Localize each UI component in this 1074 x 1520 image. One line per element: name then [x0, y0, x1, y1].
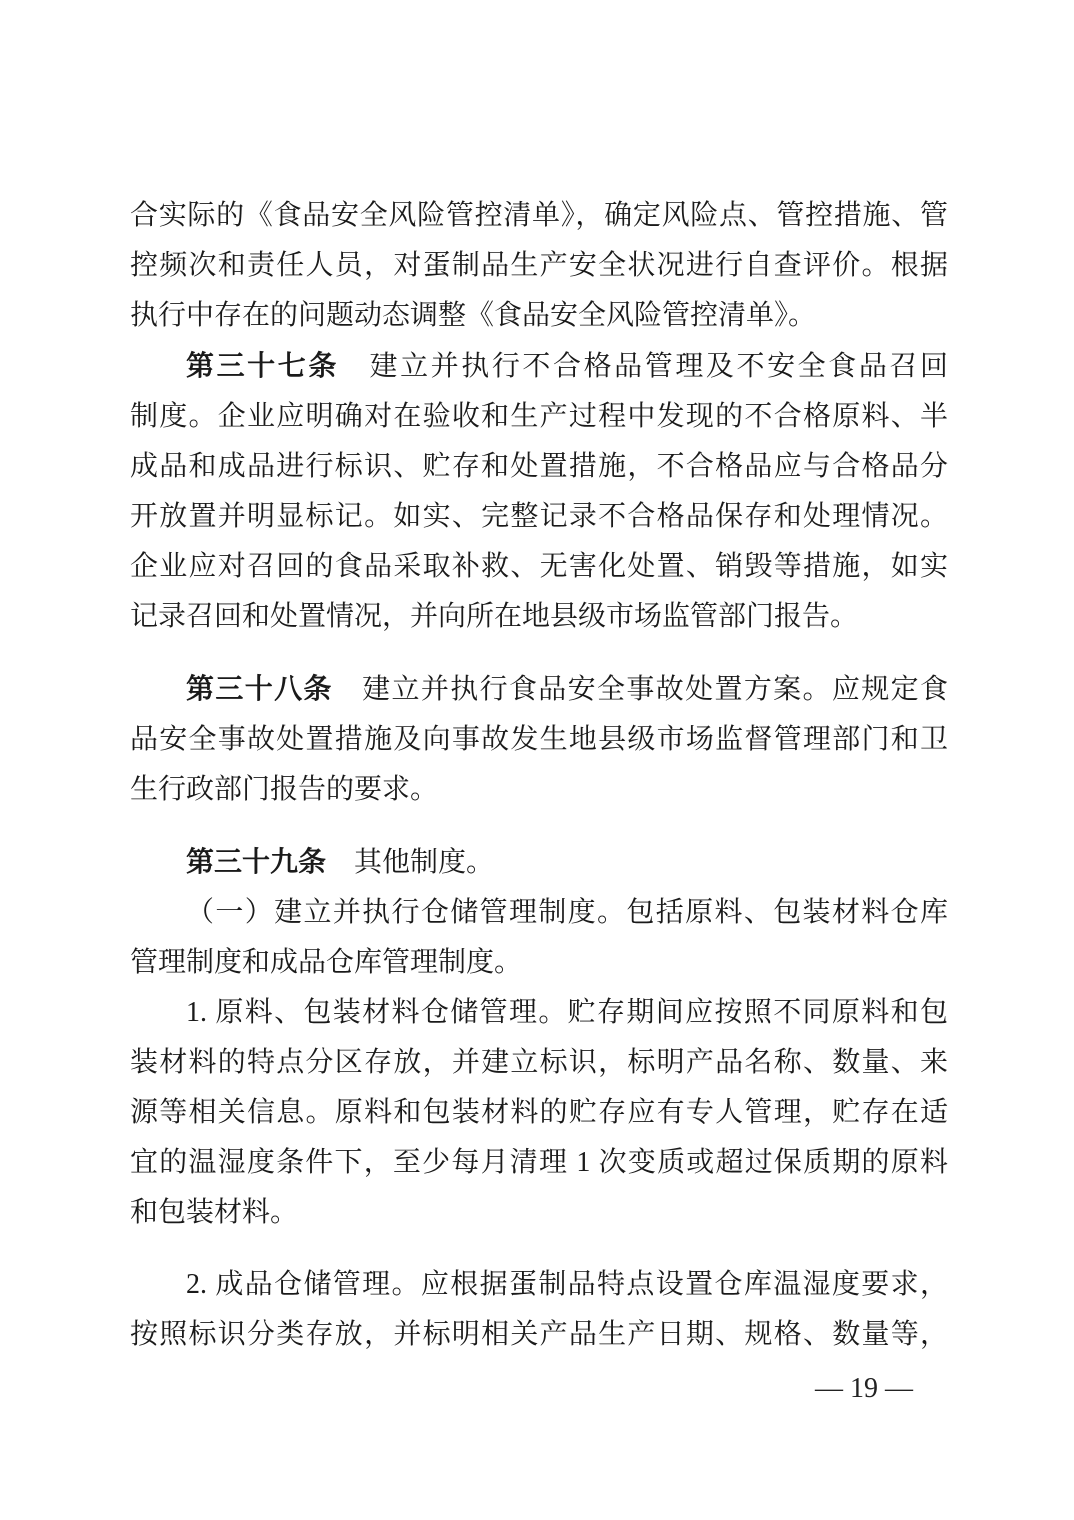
text-line	[130, 1310, 948, 1360]
text-line	[130, 492, 948, 542]
text-run: 制度。企业应明确对在验收和生产过程中发现的不合格原料、半	[130, 401, 948, 432]
text-run: 生行政部门报告的要求。	[130, 774, 439, 805]
text-line	[130, 664, 948, 715]
text-line	[130, 442, 948, 492]
text-run: 合实际的《食品安全风险管控清单》，确定风险点、管控措施、管	[130, 200, 948, 231]
text-run: 2. 成品仓储管理。应根据蛋制品特点设置仓库温湿度要求，	[186, 1269, 948, 1300]
para-article-39	[130, 837, 948, 888]
text-run: （一）建立并执行仓储管理制度。包括原料、包装材料仓库	[186, 897, 948, 928]
text-run: 源等相关信息。原料和包装材料的贮存应有专人管理，贮存在适	[130, 1097, 948, 1128]
text-line	[130, 392, 948, 442]
text-line	[130, 1260, 948, 1310]
text-run: 装材料的特点分区存放，并建立标识，标明产品名称、数量、来	[130, 1047, 948, 1078]
text-line	[130, 1138, 948, 1188]
text-line	[130, 938, 948, 988]
text-line	[130, 988, 948, 1038]
text-line	[130, 1088, 948, 1138]
para-continuation	[130, 191, 948, 341]
text-line	[130, 291, 948, 341]
text-line	[130, 837, 948, 888]
text-line	[130, 888, 948, 938]
article-heading-run: 第三十九条	[186, 846, 327, 877]
text-run: 记录召回和处置情况，并向所在地县级市场监管部门报告。	[130, 601, 859, 632]
text-block	[130, 191, 948, 1360]
text-line	[130, 1188, 948, 1238]
para-sub-item-1	[130, 988, 948, 1238]
text-run: 控频次和责任人员，对蛋制品生产安全状况进行自查评价。根据	[130, 250, 948, 281]
text-run: 宜的温湿度条件下，至少每月清理 1 次变质或超过保质期的原料	[130, 1147, 948, 1178]
article-heading-run: 第三十八条	[186, 673, 333, 704]
text-run: 1. 原料、包装材料仓储管理。贮存期间应按照不同原料和包	[186, 997, 948, 1028]
para-article-37	[130, 341, 948, 642]
text-line	[130, 592, 948, 642]
text-run: 开放置并明显标记。如实、完整记录不合格品保存和处理情况。	[130, 501, 948, 532]
text-line	[130, 341, 948, 392]
para-sub-item-2	[130, 1260, 948, 1360]
para-article-38	[130, 664, 948, 815]
text-run: 和包装材料。	[130, 1197, 299, 1228]
text-run: 其他制度。	[326, 847, 495, 878]
page-number: — 19 —	[815, 1373, 913, 1404]
text-run: 企业应对召回的食品采取补救、无害化处置、销毁等措施，如实	[130, 551, 948, 582]
text-run: 执行中存在的问题动态调整《食品安全风险管控清单》。	[130, 300, 817, 331]
text-run: 按照标识分类存放，并标明相关产品生产日期、规格、数量等，	[130, 1319, 948, 1350]
article-heading-run: 第三十七条	[186, 350, 339, 381]
text-run: 建立并执行食品安全事故处置方案。应规定食	[332, 674, 948, 705]
text-line	[130, 241, 948, 291]
text-line	[130, 542, 948, 592]
text-line	[130, 765, 948, 815]
text-line	[130, 1038, 948, 1088]
text-run: 成品和成品进行标识、贮存和处置措施，不合格品应与合格品分	[130, 451, 948, 482]
text-line	[130, 715, 948, 765]
text-run: 品安全事故处置措施及向事故发生地县级市场监督管理部门和卫	[130, 724, 948, 755]
text-run: 建立并执行不合格品管理及不安全食品召回	[338, 351, 948, 382]
para-item-one	[130, 888, 948, 988]
text-line	[130, 191, 948, 241]
text-run: 管理制度和成品仓库管理制度。	[130, 947, 523, 978]
